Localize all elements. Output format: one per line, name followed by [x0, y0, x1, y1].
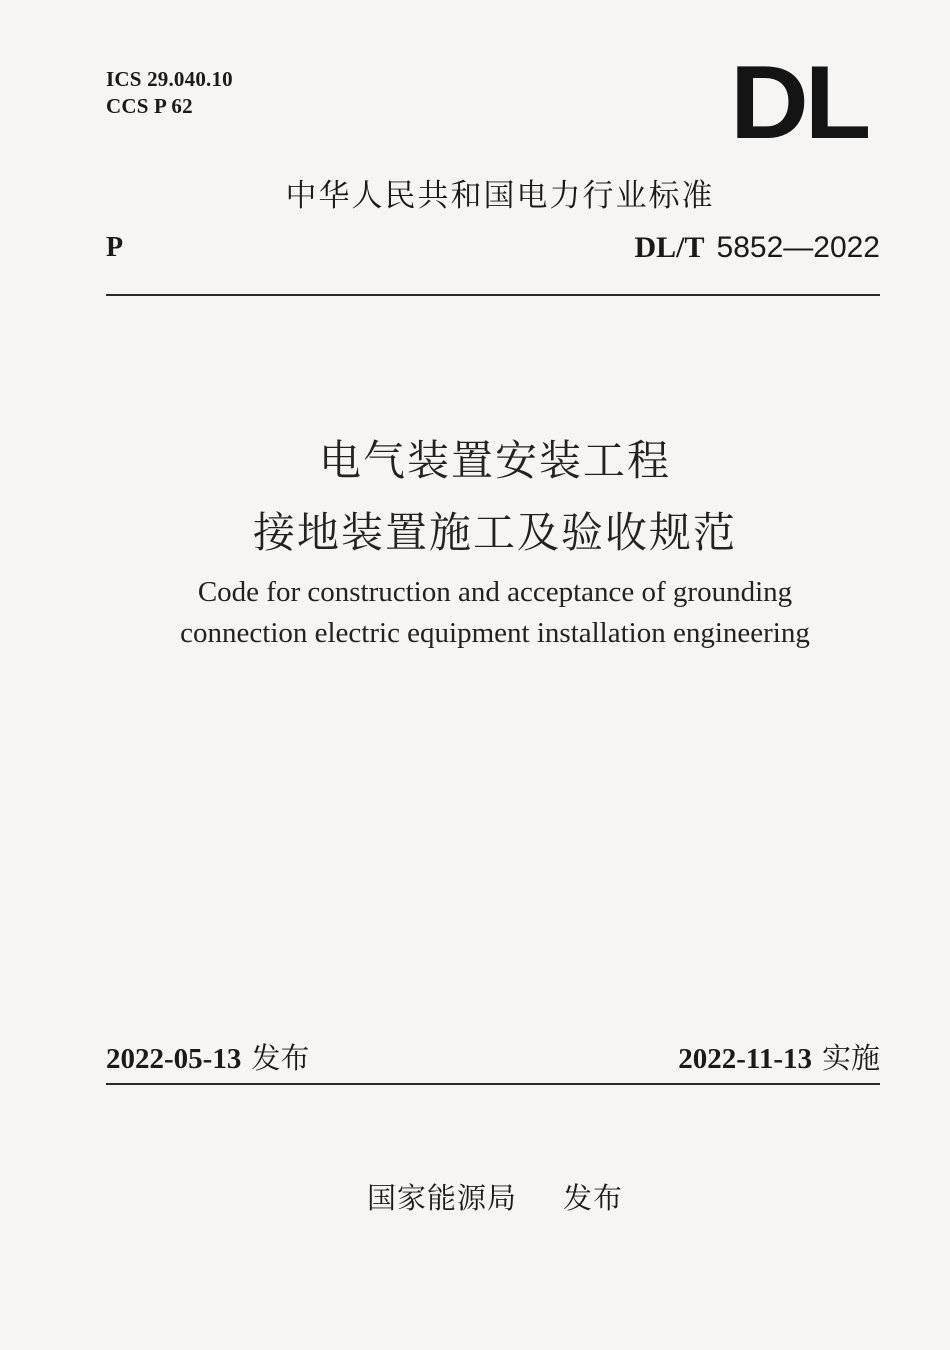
dl-logo: DL — [730, 45, 868, 161]
issue-date-value: 2022-05-13 — [106, 1043, 242, 1075]
title-en-line1: Code for construction and acceptance of grounding — [197, 576, 793, 608]
publisher-name: 国家能源局 — [366, 1181, 517, 1215]
effective-date-value: 2022-11-13 — [678, 1043, 812, 1075]
standard-code: 5852—2022 — [716, 231, 880, 264]
classification-codes — [106, 66, 233, 120]
title-cn-line2: 接地装置施工及验收规范 — [252, 508, 737, 557]
ccs-code: CCS P 62 — [106, 94, 193, 118]
effective-date — [678, 1036, 880, 1077]
publisher-action: 发布 — [563, 1181, 624, 1215]
industry-standard-title: 中华人民共和国电力行业标准 — [285, 178, 715, 214]
title-cn-line1: 电气装置安装工程 — [318, 436, 671, 485]
ics-code: ICS 29.040.10 — [106, 67, 233, 91]
header-divider — [106, 294, 880, 296]
effective-date-label: 实施 — [821, 1041, 880, 1075]
title-en-line2: connection electric equipment installation engineering — [180, 617, 810, 649]
publisher — [0, 1176, 950, 1217]
standard-number — [634, 230, 880, 265]
footer-divider — [106, 1083, 880, 1085]
standard-prefix: DL/T — [634, 231, 705, 264]
classification-letter: P — [106, 232, 124, 263]
issue-date-label: 发布 — [251, 1041, 310, 1075]
issue-date — [106, 1036, 309, 1077]
